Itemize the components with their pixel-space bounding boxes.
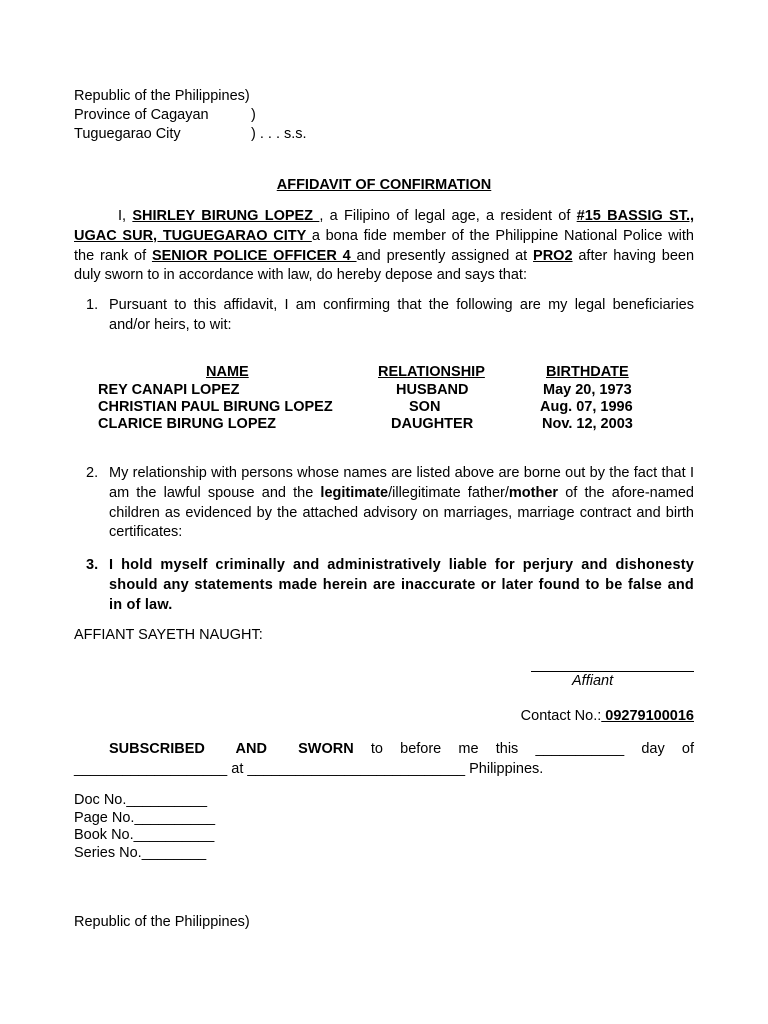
item-2-text-2: /illegitimate father/ (388, 484, 509, 501)
affiant-label: Affiant (572, 673, 614, 689)
intro-text-2: , a Filipino of legal age, a resident of (319, 208, 577, 224)
intro-text-5: after having been duly sworn to in accordance with law, do hereby depose and says that: (74, 247, 695, 284)
contact-number (521, 707, 694, 726)
notary-doc-no: Doc No.__________ (74, 792, 208, 808)
intro-paragraph (74, 207, 694, 286)
item-2-mother: mother (508, 484, 559, 501)
venue-city: Tuguegarao City (74, 126, 181, 142)
item-3-number: 3. (86, 557, 99, 573)
affiant-unit: PRO2 (533, 247, 573, 264)
venue-ss: ) . . . s.s. (251, 126, 307, 142)
jurat-text: to before me this ___________ day of ___________________ at ___________________________ Philippines. (74, 741, 694, 777)
affiant-rank: SENIOR POLICE OFFICER 4 (151, 247, 357, 264)
header-birthdate: BIRTHDATE (546, 364, 629, 380)
beneficiary-relationship: SON (409, 399, 441, 415)
intro-text-1: I, (118, 208, 133, 224)
contact-label: Contact No.: (520, 708, 602, 724)
beneficiary-birthdate: May 20, 1973 (543, 382, 632, 398)
item-2-text-3: of the afore-named children as evidenced by the attached advisory on marriages, marriage contract and birth certificates: (109, 484, 694, 541)
notary-series-no: Series No.________ (74, 844, 207, 861)
beneficiary-name: CLARICE BIRUNG LOPEZ (98, 416, 277, 432)
venue-province: Province of Cagayan (74, 107, 209, 123)
venue-province-bracket: ) (251, 107, 256, 123)
affiant-name: SHIRLEY BIRUNG LOPEZ (132, 208, 320, 224)
item-1-number: 1. (86, 297, 99, 313)
table-row (0, 416, 768, 433)
beneficiary-birthdate: Nov. 12, 2003 (542, 416, 633, 432)
jurat-bold: SUBSCRIBED AND SWORN (109, 741, 354, 757)
notary-book-no: Book No.__________ (74, 827, 215, 843)
jurat-paragraph (74, 740, 694, 780)
table-header-row (0, 364, 768, 381)
closing-statement: AFFIANT SAYETH NAUGHT: (74, 627, 263, 643)
item-2-number: 2. (86, 465, 99, 481)
table-row (0, 399, 768, 416)
beneficiary-birthdate: Aug. 07, 1996 (540, 399, 633, 415)
venue-country: Republic of the Philippines) (74, 88, 250, 104)
notary-page-no: Page No.__________ (74, 809, 216, 826)
beneficiary-relationship: HUSBAND (396, 382, 469, 398)
contact-value: 09279100016 (601, 708, 694, 724)
item-3-text: I hold myself criminally and administratively liable for perjury and dishonesty should any statements made herein are inaccurate or later found to be false and in of law. (109, 557, 694, 613)
beneficiary-name: CHRISTIAN PAUL BIRUNG LOPEZ (98, 399, 333, 415)
header-relationship: RELATIONSHIP (378, 364, 485, 380)
document-title: AFFIDAVIT OF CONFIRMATION (276, 177, 492, 193)
header-name: NAME (206, 364, 249, 380)
item-2-text-1: My relationship with persons whose names are listed above are borne out by the fact that I am the lawful spouse and the (109, 465, 694, 501)
intro-text-4: and presently assigned at (356, 247, 534, 264)
beneficiary-name: REY CANAPI LOPEZ (98, 382, 240, 398)
beneficiary-relationship: DAUGHTER (391, 416, 474, 432)
table-row (0, 382, 768, 399)
affiant-address: #15 BASSIG ST., UGAC SUR, TUGUEGARAO CITY (74, 208, 694, 244)
intro-text-3: a bona fide member of the Philippine National Police with the rank of (74, 227, 694, 264)
footer-venue: Republic of the Philippines) (74, 914, 250, 930)
item-2-legitimate: legitimate (320, 484, 389, 501)
item-2-text (109, 464, 694, 543)
item-1-text: Pursuant to this affidavit, I am confirming that the following are my legal beneficiaries and/or heirs, to wit: (109, 297, 694, 333)
